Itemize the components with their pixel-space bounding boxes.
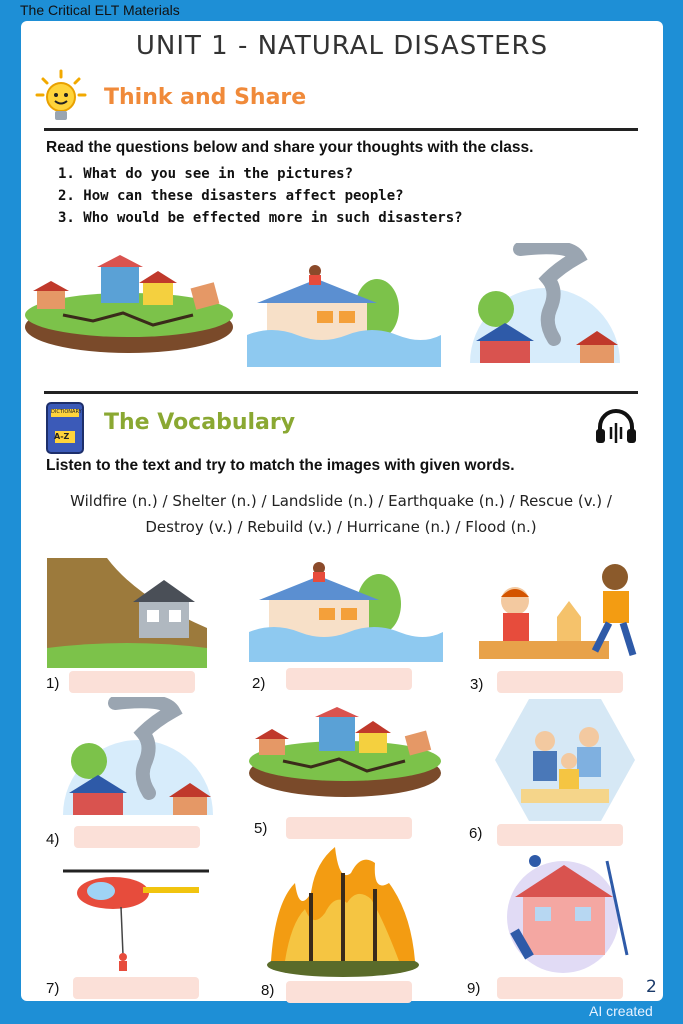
question-2: 2. How can these disasters affect people?: [58, 188, 404, 204]
headphones-icon[interactable]: [594, 409, 638, 445]
earthquake-picture: [23, 255, 235, 367]
answer-field-5[interactable]: [286, 817, 412, 839]
answer-field-4[interactable]: [74, 826, 200, 848]
word-bank: [51, 488, 631, 540]
worksheet-page: [21, 21, 663, 1001]
flood-picture: [249, 558, 443, 662]
word-bank-line-2: Destroy (v.) / Rebuild (v.) / Hurricane (n.) / Flood (n.): [145, 518, 537, 536]
family-shelter-picture: [493, 697, 637, 823]
dictionary-code: A-Z: [54, 432, 70, 441]
lightbulb-icon: [35, 69, 87, 125]
question-1: 1. What do you see in the pictures?: [58, 166, 354, 182]
vocab-instruction: Listen to the text and try to match the images with given words.: [46, 457, 515, 474]
item-number-3: 3): [470, 676, 484, 693]
unit-title: UNIT 1 - NATURAL DISASTERS: [135, 31, 549, 61]
landslide-picture: [47, 558, 207, 668]
item-number-4: 4): [46, 831, 60, 848]
answer-field-8[interactable]: [286, 981, 412, 1003]
rescue-helicopter-picture: [63, 865, 209, 975]
item-number-1: 1): [46, 675, 60, 692]
divider: [44, 391, 638, 394]
divider: [44, 128, 638, 131]
item-number-2: 2): [252, 675, 266, 692]
wildfire-picture: [265, 843, 421, 979]
flood-picture: [247, 259, 441, 367]
item-number-8: 8): [261, 982, 275, 999]
answer-field-9[interactable]: [497, 977, 623, 999]
earthquake-picture: [247, 707, 443, 807]
answer-field-1[interactable]: [69, 671, 195, 693]
word-bank-line-1: Wildfire (n.) / Shelter (n.) / Landslide (n.) / Earthquake (n.) / Rescue (v.) /: [70, 492, 612, 510]
think-instruction: Read the questions below and share your thoughts with the class.: [46, 139, 534, 156]
rebuild-picture: [487, 851, 639, 975]
dictionary-label: DICTIONARY: [51, 409, 82, 415]
answer-field-3[interactable]: [497, 671, 623, 693]
answer-field-6[interactable]: [497, 824, 623, 846]
item-number-7: 7): [46, 980, 60, 997]
item-number-5: 5): [254, 820, 268, 837]
answer-field-7[interactable]: [73, 977, 199, 999]
question-3: 3. Who would be effected more in such disasters?: [58, 210, 463, 226]
ai-created-label: AI created: [589, 1003, 653, 1019]
hurricane-picture: [460, 243, 628, 365]
children-playing-picture: [475, 551, 647, 665]
page-number: 2: [646, 977, 657, 997]
publisher-label: The Critical ELT Materials: [20, 2, 180, 18]
item-number-9: 9): [467, 980, 481, 997]
hurricane-picture: [55, 697, 221, 817]
answer-field-2[interactable]: [286, 668, 412, 690]
think-share-heading: Think and Share: [104, 85, 307, 110]
item-number-6: 6): [469, 825, 483, 842]
vocabulary-heading: The Vocabulary: [104, 410, 296, 435]
